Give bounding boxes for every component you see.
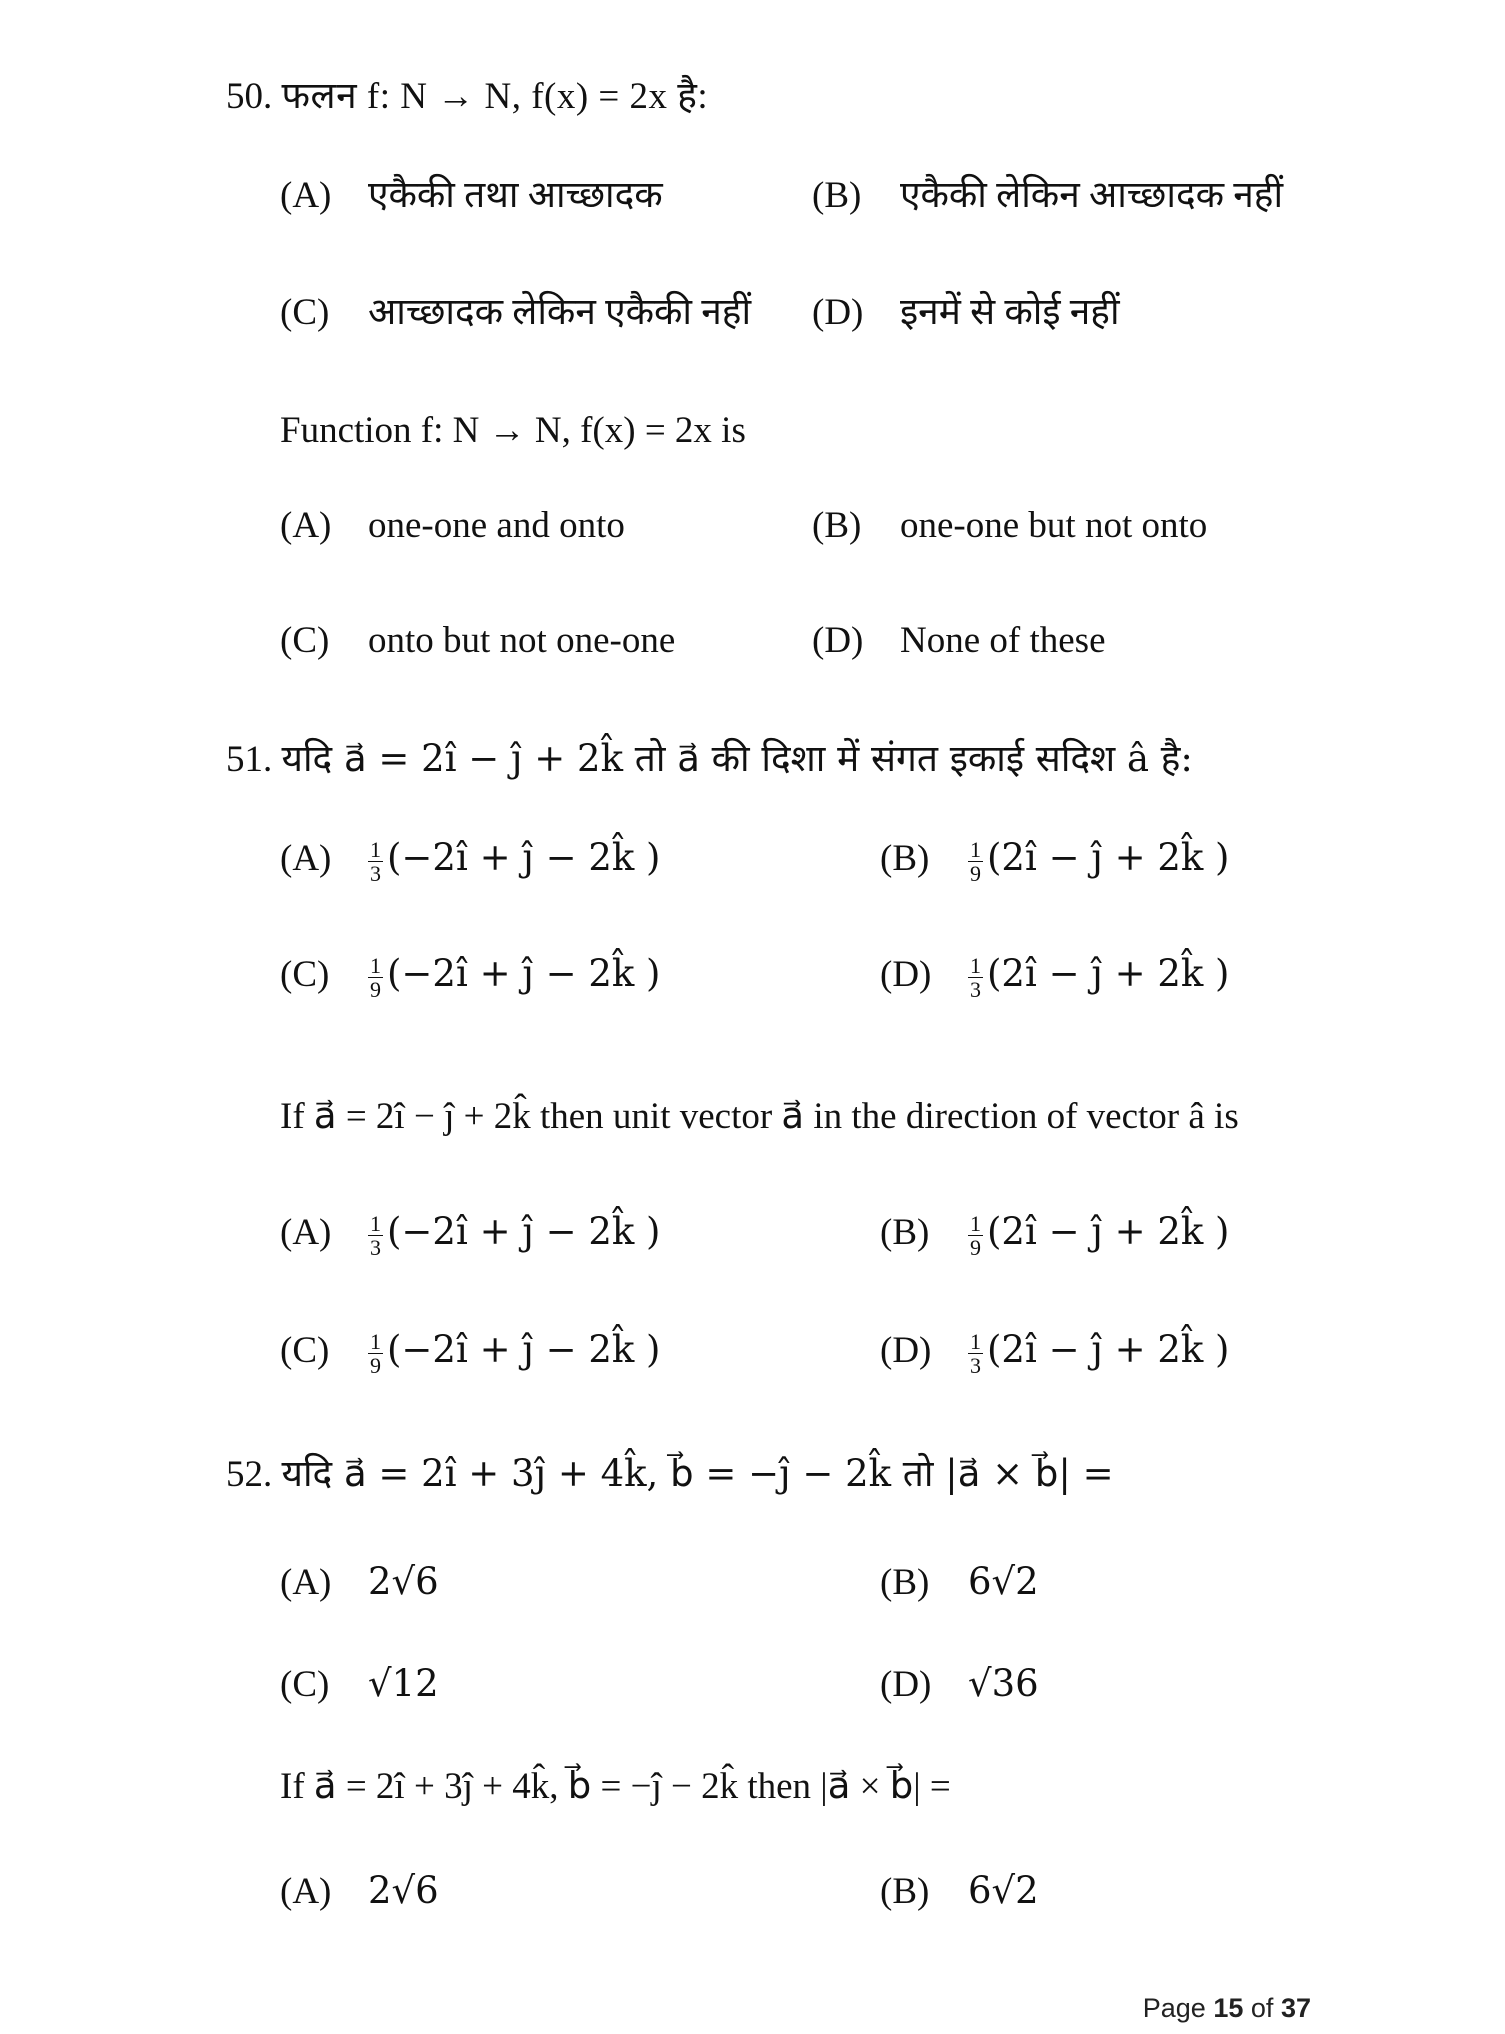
option-text: एकैकी लेकिन आच्छादक नहीं: [900, 175, 1284, 216]
fraction-denominator: 9: [970, 1235, 981, 1261]
q52-option-en-b: [880, 1869, 1039, 1912]
option-expression: (2î − ĵ + 2k̂ ): [987, 836, 1230, 880]
page-of: of: [1250, 1993, 1274, 2023]
option-expression: (−2î + ĵ − 2k̂ ): [387, 1328, 661, 1372]
fraction-numerator: 1: [370, 953, 381, 978]
option-text: 2√6: [368, 1869, 439, 1912]
q50-stem-hi-text: फलन f: N → N, f(x) = 2x है:: [281, 76, 709, 117]
fraction-denominator: 3: [370, 861, 381, 887]
q50-option-hi-d: [812, 294, 1120, 331]
option-text: 2√6: [368, 1560, 439, 1603]
fraction-denominator: 9: [970, 861, 981, 887]
q51-option-en-b: [880, 1212, 1230, 1259]
option-text: one-one but not onto: [900, 505, 1208, 546]
q50-option-hi-b: [812, 177, 1283, 214]
option-text: इनमें से कोई नहीं: [900, 292, 1120, 333]
option-label: (D): [880, 1664, 932, 1705]
fraction: [368, 1330, 383, 1377]
q52-number: 52.: [226, 1454, 273, 1495]
option-label: (A): [280, 1871, 332, 1912]
q50-option-hi-c: [280, 294, 751, 331]
option-label: (D): [880, 954, 932, 996]
option-text: 6√2: [968, 1560, 1039, 1603]
fraction-numerator: 1: [970, 837, 981, 862]
option-text: None of these: [900, 620, 1106, 661]
option-label: (A): [280, 505, 332, 546]
option-text: √36: [968, 1662, 1039, 1705]
option-label: (A): [280, 1562, 332, 1603]
q51-option-hi-a: [280, 838, 661, 885]
fraction: [368, 954, 383, 1001]
fraction: [968, 1330, 983, 1377]
option-label: (C): [280, 1330, 330, 1372]
option-label: (B): [880, 1212, 930, 1254]
page-total: 37: [1280, 1993, 1311, 2023]
q51-option-en-c: [280, 1330, 661, 1377]
page-label: Page: [1142, 1993, 1206, 2023]
fraction: [968, 1212, 983, 1259]
fraction-numerator: 1: [970, 1211, 981, 1236]
fraction-numerator: 1: [970, 953, 981, 978]
q50-option-hi-a: [280, 177, 663, 214]
fraction-numerator: 1: [970, 1329, 981, 1354]
option-expression: (−2î + ĵ − 2k̂ ): [387, 952, 661, 996]
option-text: √12: [368, 1662, 439, 1705]
option-label: (A): [280, 838, 332, 880]
q51-option-en-d: [880, 1330, 1230, 1377]
q50-option-en-a: [280, 507, 625, 544]
q52-option-en-a: [280, 1869, 439, 1912]
fraction-denominator: 3: [970, 977, 981, 1003]
fraction-numerator: 1: [370, 837, 381, 862]
option-label: (C): [280, 620, 330, 661]
q51-option-hi-b: [880, 838, 1230, 885]
option-label: (D): [880, 1330, 932, 1372]
q50-option-en-b: [812, 507, 1207, 544]
option-text: एकैकी तथा आच्छादक: [368, 175, 663, 216]
option-label: (B): [812, 505, 862, 546]
q50-stem-english: Function f: N → N, f(x) = 2x is: [280, 410, 746, 451]
q52-stem-english: If a⃗ = 2î + 3ĵ + 4k̂, b⃗ = −ĵ − 2k̂ then |a⃗ × b⃗| =: [280, 1766, 951, 1807]
option-label: (C): [280, 292, 330, 333]
option-text: 6√2: [968, 1869, 1039, 1912]
page-number-footer: [1143, 1993, 1311, 2024]
fraction-numerator: 1: [370, 1329, 381, 1354]
fraction: [368, 1212, 383, 1259]
option-text: onto but not one-one: [368, 620, 676, 661]
option-text: आच्छादक लेकिन एकैकी नहीं: [368, 292, 752, 333]
fraction-denominator: 9: [370, 1353, 381, 1379]
q52-option-hi-d: [880, 1662, 1039, 1705]
option-label: (C): [280, 954, 330, 996]
fraction-denominator: 3: [970, 1353, 981, 1379]
option-label: (D): [812, 292, 864, 333]
q51-number: 51.: [226, 739, 273, 780]
q50-option-en-d: [812, 622, 1106, 659]
q50-stem-hindi: [226, 78, 708, 115]
option-expression: (2î − ĵ + 2k̂ ): [987, 952, 1230, 996]
q52-option-hi-c: [280, 1662, 439, 1705]
option-label: (D): [812, 620, 864, 661]
option-expression: (−2î + ĵ − 2k̂ ): [387, 836, 661, 880]
q51-option-en-a: [280, 1212, 661, 1259]
fraction: [968, 838, 983, 885]
option-label: (B): [880, 838, 930, 880]
option-label: (A): [280, 175, 332, 216]
option-label: (B): [880, 1562, 930, 1603]
q52-stem-hi-text: यदि a⃗ = 2î + 3ĵ + 4k̂, b⃗ = −ĵ − 2k̂ तो |a⃗ × b⃗| =: [281, 1452, 1114, 1495]
q52-option-hi-a: [280, 1560, 439, 1603]
q51-stem-hi-text: यदि a⃗ = 2î − ĵ + 2k̂ तो a⃗ की दिशा में संगत इकाई सदिश â है:: [281, 737, 1193, 780]
fraction-denominator: 9: [370, 977, 381, 1003]
q52-stem-hindi: [226, 1452, 1114, 1495]
q51-option-hi-d: [880, 954, 1230, 1001]
option-label: (B): [880, 1871, 930, 1912]
q52-option-hi-b: [880, 1560, 1039, 1603]
option-text: one-one and onto: [368, 505, 625, 546]
q51-option-hi-c: [280, 954, 661, 1001]
fraction: [368, 838, 383, 885]
fraction: [968, 954, 983, 1001]
q51-stem-hindi: [226, 737, 1193, 780]
fraction-numerator: 1: [370, 1211, 381, 1236]
q50-option-en-c: [280, 622, 675, 659]
option-expression: (2î − ĵ + 2k̂ ): [987, 1210, 1230, 1254]
q51-stem-english: If a⃗ = 2î − ĵ + 2k̂ then unit vector a⃗ in the direction of vector â is: [280, 1096, 1239, 1137]
fraction-denominator: 3: [370, 1235, 381, 1261]
option-label: (A): [280, 1212, 332, 1254]
option-expression: (−2î + ĵ − 2k̂ ): [387, 1210, 661, 1254]
page-current: 15: [1213, 1993, 1244, 2023]
option-label: (B): [812, 175, 862, 216]
option-label: (C): [280, 1664, 330, 1705]
q50-number: 50.: [226, 76, 273, 117]
option-expression: (2î − ĵ + 2k̂ ): [987, 1328, 1230, 1372]
